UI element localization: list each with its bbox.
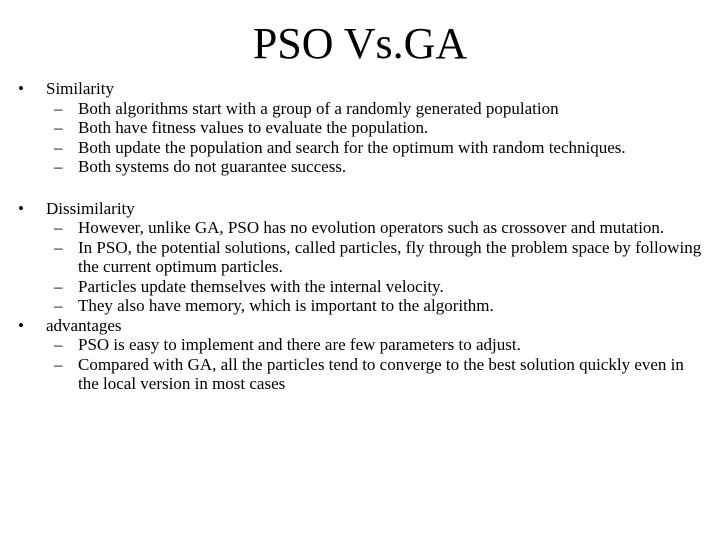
section-similarity <box>18 79 708 177</box>
list-item-text: However, unlike GA, PSO has no evolution operators such as crossover and mutation. <box>78 218 665 237</box>
list-item-text: PSO is easy to implement and there are few parameters to adjust. <box>78 335 521 354</box>
bullet-icon: • <box>18 79 24 98</box>
dash-icon: – <box>54 335 63 354</box>
dash-icon: – <box>54 296 63 315</box>
sub-list <box>18 335 708 394</box>
list-item-text: Both have fitness values to evaluate the population. <box>78 118 429 137</box>
list-item-text: Compared with GA, all the particles tend to converge to the best solution quickly even in the local version in most cases <box>78 354 684 393</box>
dash-icon: – <box>54 118 63 137</box>
heading-text: Similarity <box>46 79 114 98</box>
section-heading <box>18 199 708 219</box>
dash-icon: – <box>54 237 63 257</box>
list-item <box>18 118 708 138</box>
sub-list <box>18 99 708 177</box>
section-dissimilarity <box>18 199 708 316</box>
bullet-icon: • <box>18 315 24 335</box>
slide-body <box>18 79 708 394</box>
list-item-text: Both algorithms start with a group of a randomly generated population <box>78 98 559 118</box>
dash-icon: – <box>54 98 63 118</box>
list-item <box>18 138 708 158</box>
list-item <box>18 277 708 297</box>
section-heading <box>18 316 708 336</box>
dash-icon: – <box>54 218 63 237</box>
list-item-text: Particles update themselves with the internal velocity. <box>78 276 444 296</box>
list-item <box>18 335 708 355</box>
section-advantages <box>18 316 708 394</box>
list-item <box>18 355 708 394</box>
sub-list <box>18 218 708 316</box>
list-item-text: Both update the population and search for the optimum with random techniques. <box>78 137 626 157</box>
slide-title: PSO Vs.GA <box>252 19 468 68</box>
bullet-icon: • <box>18 198 24 218</box>
dash-icon: – <box>54 354 63 374</box>
list-item <box>18 218 708 238</box>
heading-text: Dissimilarity <box>46 198 135 218</box>
section-heading <box>18 79 708 99</box>
list-item <box>18 296 708 316</box>
list-item <box>18 238 708 277</box>
list-item-text: They also have memory, which is important to the algorithm. <box>78 296 494 315</box>
dash-icon: – <box>54 157 63 176</box>
dash-icon: – <box>54 137 63 157</box>
list-item <box>18 99 708 119</box>
heading-text: advantages <box>46 315 122 335</box>
list-item-text: Both systems do not guarantee success. <box>78 157 347 176</box>
list-item-text: In PSO, the potential solutions, called particles, fly through the problem space by following the current optimum particles. <box>78 237 702 276</box>
list-item <box>18 157 708 177</box>
dash-icon: – <box>54 276 63 296</box>
